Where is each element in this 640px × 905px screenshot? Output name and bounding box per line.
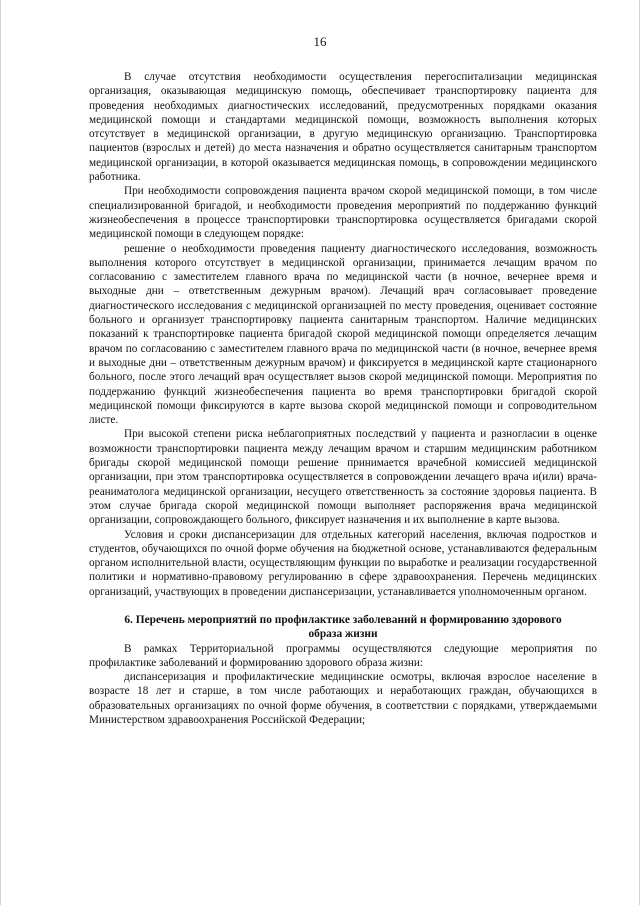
paragraph-dispensarization-conditions: Условия и сроки диспансеризации для отдельных категорий населения, включая подростков и студентов, обучающихся по очной форме обучения на бюджетной основе, устанавливаются федеральным органом исполнительной власти, осуществляющим функции по выработке и реализации государственной политики и нормативно-правовому регулированию в сфере здравоохранения. Перечень медицинских организаций, участвующих в проведении диспансеризации, устанавливается уполномоченным органом. bbox=[89, 528, 597, 598]
paragraph-prevention-intro: В рамках Территориальной программы осуществляются следующие мероприятия по профилактике заболеваний и формированию здорового образа жизни: bbox=[89, 642, 597, 669]
paragraph-diagnostic-decision: решение о необходимости проведения пациенту диагностического исследования, возможность выполнения которого отсутствует в медицинской организации, принимается лечащим врачом по согласованию с заместителем главного врача по медицинской части (в ночное, вечернее время и выходные дни – ответственным дежурным врачом). Лечащий врач согласовывает проведение диагностического исследования с медицинской организацией по месту проведения, оценивает состояние больного и организует транспортировку пациента санитарным транспортом. Наличие медицинских показаний к транспортировке пациента бригадой скорой медицинской помощи определяется лечащим врачом по согласованию с заместителем главного врача по медицинской части (в ночное, вечернее время и выходные дни – ответственным дежурным врачом) и фиксируется в медицинской карте стационарного больного, после этого лечащий врач осуществляет вызов скорой медицинской помощи. Мероприятия по поддержанию функций жизнеобеспечения пациента во время транспортировки бригадой скорой медицинской помощи фиксируются в карте вызова скорой медицинской помощи и сопроводительном листе. bbox=[89, 242, 597, 427]
paragraph-ambulance-escort: При необходимости сопровождения пациента врачом скорой медицинской помощи, в том числе специализированной бригадой, и необходимости проведения мероприятий по поддержанию функций жизнеобеспечения в процессе транспортировки транспортировка осуществляется бригадами скорой медицинской помощи в следующем порядке: bbox=[89, 185, 597, 241]
paragraph-rehospitalization-transport: В случае отсутствия необходимости осуществления перегоспитализации медицинская организация, оказывающая медицинскую помощь, обеспечивает транспортировку пациента для проведения необходимых диагностических исследований, предусмотренных порядками оказания медицинской помощи и стандартами медицинской помощи, возможность выполнения которых отсутствует в медицинской организации, в другую медицинскую организацию. Транспортировка пациентов (взрослых и детей) до места назначения и обратно осуществляется санитарным транспортом медицинской организации, в которой оказывается медицинская помощь, в сопровождении медицинского работника. bbox=[89, 71, 597, 184]
page-number: 16 bbox=[313, 34, 327, 49]
section-heading: 6. Перечень мероприятий по профилактике заболеваний и формированию здорового образа жизни bbox=[124, 613, 562, 641]
document-body bbox=[89, 70, 597, 727]
paragraph-dispensarization-item: диспансеризация и профилактические медицинские осмотры, включая взрослое население в возрасте 18 лет и старше, в том числе работающих и неработающих граждан, обучающихся в образовательных организациях по очной форме обучения, в соответствии с порядками, утверждаемыми Министерством здравоохранения Российской Федерации; bbox=[89, 671, 597, 727]
paragraph-high-risk-disagreement: При высокой степени риска неблагоприятных последствий у пациента и разногласии в оценке возможности транспортировки пациента между лечащим врачом и старшим медицинским работником бригады скорой медицинской помощи решение принимается врачебной комиссией медицинской организации, при этом транспортировка осуществляется в сопровождении лечащего врача и(или) врача-реаниматолога медицинской организации, несущего ответственность за состояние здоровья пациента. В этом случае бригада скорой медицинской помощи выполняет распоряжения врача медицинской организации, сопровождающего больного, фиксирует назначения и их выполнение в карте вызова. bbox=[89, 428, 597, 527]
